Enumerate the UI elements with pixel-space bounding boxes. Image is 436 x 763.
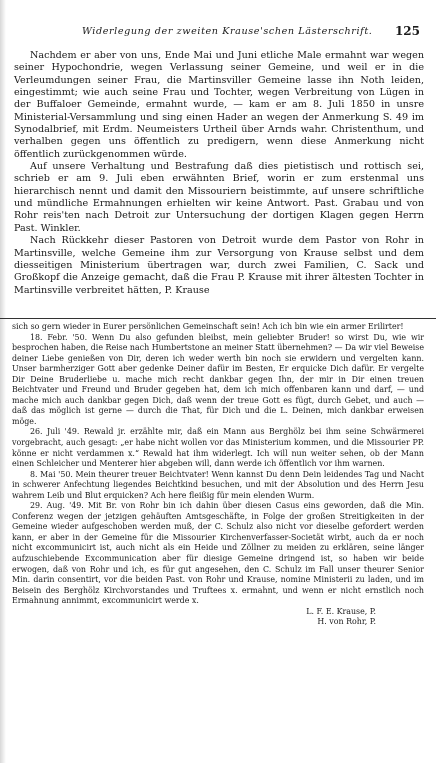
main-paragraph: Nach Rückkehr dieser Pastoren von Detroit wurde dem Pastor von Rohr in Martinsville, welche Gemeine ihm zur Versorgung von Krause selbst und dem diesseitigen Ministerium übertragen war, durch zwei Familien, C. Sack und Großkopf die Anzeige gemacht, daß die Frau P. Krause mit ihrer ältesten Tochter in Martinsville verbreitet hätten, P. Krause [14, 235, 424, 296]
footnote-entry: 8. Mai '50. Mein theurer treuer Beichtvater! Wenn kannst Du denn Dein leidendes Tag und Nacht in schwerer Anfechtung liegendes Beichtkind besuchen, und mit der Absolution und des Herrn Jesu wahrem Leib und Blut erquicken? Ach here fleißig für mein elenden Wurm. [12, 469, 424, 500]
running-header [0, 24, 436, 46]
footnote-entry: 29. Aug. '49. Mit Br. von Rohr bin ich dahin über diesen Casus eins geworden, daß die Min. Conferenz wegen der jetzigen gehäuften Amtsgeschäfte, in Folge der großen Streitigkeiten in der Gemeine wieder aufgeschoben werden muß, der C. Schulz also nicht vor dieselbe gefordert werden kann, er aber in der Gemeine für die Missourier Kirchenverfasser-Societät wirbt, auch da er noch nicht excommunicirt ist, auch nicht als ein Heide und Zöllner zu meiden zu erklären, seine länger aufzuschiebende Excommunication aber für diesige Gemeine dringend ist, so haben wir beide erwogen, daß von Rohr und ich, es für gut angesehen, den C. Schulz im Fall unser theurer Senior Min. darin consentirt, vor die beiden Past. von Rohr und Krause, nomine Ministerii zu laden, und im Beisein des Berghölz Kirchvorstandes und Truftees x. ermahnt, und wenn er nicht ernstlich noch Ermahnung annimmt, excommunicirt werde x. [12, 501, 424, 606]
scan-edge-shadow [0, 0, 6, 763]
footnote-entry: 26. Juli '49. Rewald jr. erzählte mir, daß ein Mann aus Berghölz bei ihm seine Schwärmerei vorgebracht, auch gesagt: „er habe nicht wollen vor das Ministerium kommen, und die Missourier PP. könne er nicht verdammen x.“ Rewald hat ihm widerlegt. Ich will nun weiter sehen, ob der Mann einen Schleicher und Menterer hier abgeben will, dann werde ich öffentlich vor ihm warnen. [12, 427, 424, 469]
footnotes [12, 322, 424, 628]
footnote-entry: 18. Febr. '50. Wenn Du also gefunden bleibst, mein geliebter Bruder! so wirst Du, wie wir besprochen haben, die Reise nach Humbertstone an meiner Statt übernehmen? — Da wir viel Beweise deiner Liebe genießen von Dir, deren ich weder werth bin noch sie erwidern und vergelten kann. Unser barmherziger Gott aber gedenke Deiner dafür im Besten, Er erquicke Dich dafür. Er vergelte Dir Deine Bruderliebe u. mache mich recht dankbar gegen Ihn, der mir in Dir einen treuen Beichtvater und Freund und Bruder gegeben hat, dem ich mich offenbaren kann und darf, — und mache mich auch dankbar gegen Dich, daß wenn der treue Gott es fügt, durch Gebet, und auch — daß das möglich ist gerne — durch die That, für Dich und die L. Deinen, mich dankbar erweisen möge. [12, 332, 424, 426]
page-number: 125 [394, 24, 420, 38]
footnote-divider [0, 318, 436, 319]
signature-krause: L. F. E. Krause, P. [306, 606, 376, 616]
running-title: Widerlegung der zweiten Krause'schen Lästerschrift. [82, 26, 373, 37]
footnote-continuation: sich so gern wieder in Eurer persönlichen Gemeinschaft sein! Ach ich bin wie ein armer Erilirter! [12, 322, 404, 331]
main-paragraph: Auf unsere Verhaltung und Bestrafung daß dies pietistisch und rottisch sei, schrieb er am 9. Juli eben erwähnten Brief, worin er zum erstenmal uns hierarchisch nennt und damit den Missouriern beistimmte, auf unsere schriftliche und mündliche Ermahnungen erhielten wir keine Antwort. Past. Grabau und von Rohr reis'ten nach Detroit zur Untersuchung der dortigen Klagen gegen Herrn Past. Winkler. [14, 161, 424, 234]
main-paragraph: Nachdem er aber von uns, Ende Mai und Juni etliche Male ermahnt war wegen seiner Hypochondrie, wegen Verlassung seiner Gemeine, und weil er in die Verleumdungen seiner Frau, die Martinsviller Gemeine lasse ihn Noth leiden, eingestimmt; wie auch seine Frau und Tochter, wegen Verbreitung von Lügen in der Buffaloer Gemeinde, ermahnt wurde, — kam er am 8. Juli 1850 in unsre Ministerial-Versammlung und sing einen Hader an wegen der Anmerkung S. 49 im Synodalbrief, mit Erdm. Neumeisters Urtheil über Arnds wahr. Christenthum, und verhalben gegen uns öffentlich zu predigern, wenn diese Anmerkung nicht öffentlich zurückgenommen würde. [14, 50, 424, 160]
main-text [14, 50, 424, 297]
signature-von-rohr: H. von Rohr, P. [317, 617, 376, 627]
